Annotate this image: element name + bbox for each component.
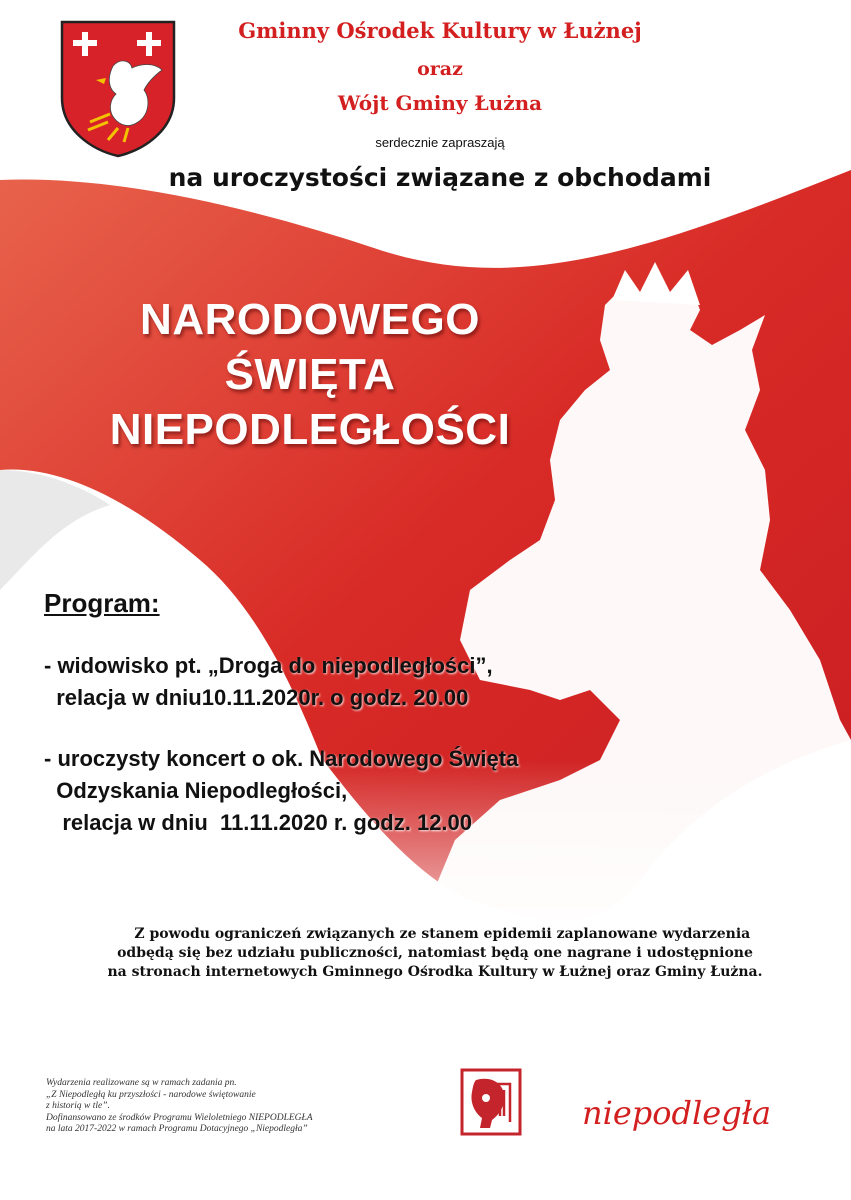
organizer-line-3: Wójt Gminy Łużna bbox=[337, 91, 543, 115]
program-item-line: relacja w dniu10.11.2020r. o godz. 20.00 bbox=[44, 685, 469, 710]
notice-line: na stronach internetowych Gminnego Ośrodka Kultury w Łużnej oraz Gminy Łużna. bbox=[107, 964, 763, 980]
notice-line: Z powodu ograniczeń związanych ze stanem epidemii zaplanowane wydarzenia bbox=[119, 926, 751, 942]
niepodlegla-logo bbox=[578, 1082, 808, 1142]
program-heading: Program: bbox=[44, 588, 160, 618]
funding-line: na lata 2017-2022 w ramach Programu Dotacyjnego „Niepodległa” bbox=[46, 1124, 308, 1134]
notice-line: odbędą się bez udziału publiczności, natomiast będą one nagrane i udostępnione bbox=[117, 945, 753, 961]
event-title bbox=[40, 292, 580, 457]
program-item-line: Odzyskania Niepodległości, bbox=[44, 778, 348, 803]
organizer-line-1: Gminny Ośrodek Kultury w Łużnej bbox=[238, 18, 642, 43]
program-item-line: - widowisko pt. „Droga do niepodległości”, bbox=[44, 653, 493, 678]
program-item bbox=[44, 650, 684, 714]
event-subtitle: na uroczystości związane z obchodami bbox=[168, 163, 712, 192]
niepodlegla-logo-text: niepodległa bbox=[582, 1094, 772, 1132]
invitation-text: serdecznie zapraszają bbox=[375, 135, 505, 150]
funding-line: z historią w tle”. bbox=[46, 1101, 110, 1111]
epidemic-notice bbox=[40, 925, 830, 982]
funding-line: „Z Niepodległą ku przyszłości - narodowe świętowanie bbox=[46, 1089, 256, 1100]
program-item-line: relacja w dniu 11.11.2020 r. godz. 12.00 bbox=[44, 810, 473, 835]
funding-line: Dofinansowano ze środków Programu Wieloletniego NIEPODLEGŁA bbox=[46, 1112, 313, 1123]
cultural-centre-logo-icon bbox=[460, 1068, 522, 1136]
title-line-3: NIEPODLEGŁOŚCI bbox=[109, 405, 511, 454]
program-item bbox=[44, 743, 684, 839]
funding-line: Wydarzenia realizowane są w ramach zadania pn. bbox=[46, 1078, 237, 1088]
organizer-line-2: oraz bbox=[417, 58, 463, 80]
title-line-2: ŚWIĘTA bbox=[224, 350, 396, 399]
title-line-1: NARODOWEGO bbox=[140, 295, 480, 344]
program-item-line: - uroczysty koncert o ok. Narodowego Święta bbox=[44, 746, 519, 771]
funding-note bbox=[46, 1078, 406, 1136]
